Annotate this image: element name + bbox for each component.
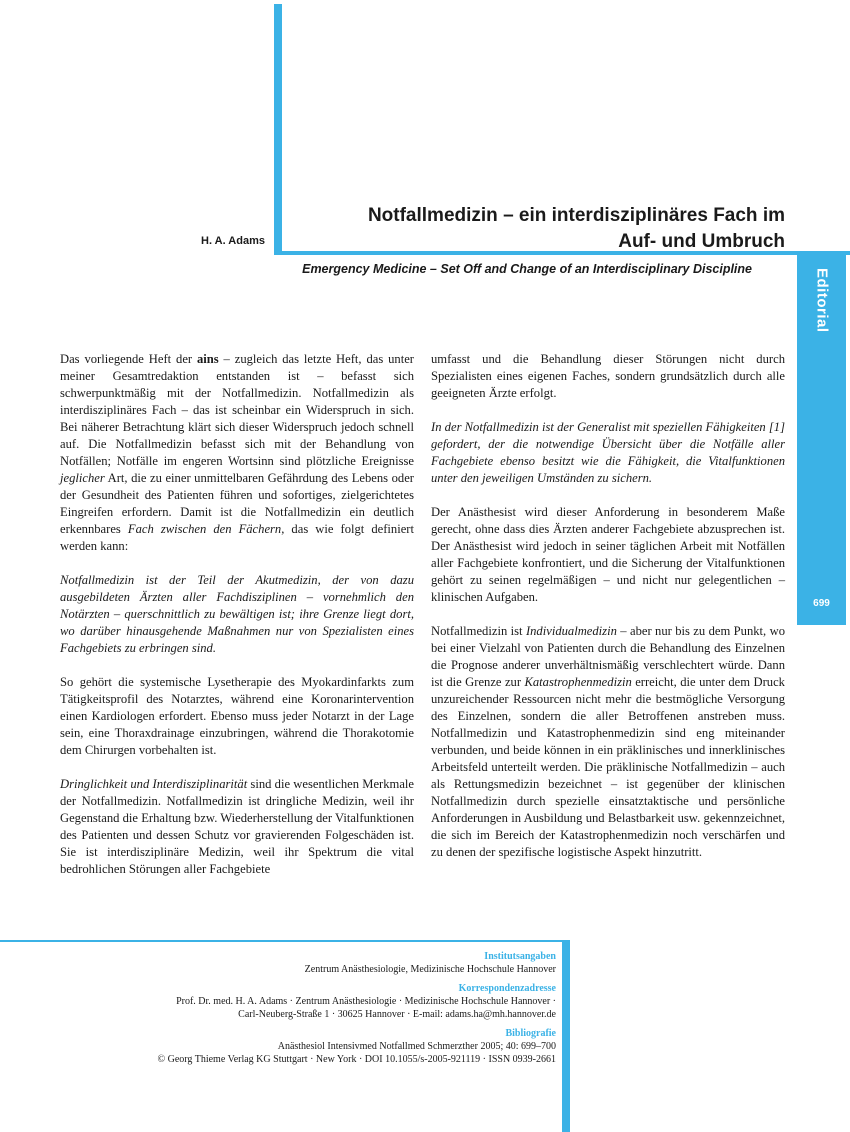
bibliography-line: © Georg Thieme Verlag KG Stuttgart · New York · DOI 10.1055/s-2005-921119 · ISSN 0939-2661 bbox=[157, 1054, 556, 1065]
article-title-line1: Notfallmedizin – ein interdisziplinäres Fach im bbox=[367, 205, 785, 226]
text-run: erreicht, die unter dem Druck unzureichender Ressourcen nicht mehr die bestmögliche Versorgung des Einzelnen, sondern die aller Betroffenen anstreben muss. Notfallmedizin und Katastrophenmedizin sind eng miteinander verbunden, und beide können in ein präklinisches und innerklinisches Arbeitsfeld unterteilt werden. Die präklinische Notfallmedizin – auch als Rettungsmedizin bezeichnet – ist gegenüber der klinischen Notfallmedizin durch spezielle einsatztaktische und persönliche Anforderungen in Ausbildung und Belastbarkeit usw. gekennzeichnet, die sich im Bereich der Katastrophenmedizin noch verschärfen und zu denen der spezifische logistische Aspekt hinzutritt. bbox=[431, 675, 785, 859]
emphasis-text: Individualmedizin bbox=[525, 624, 617, 638]
paragraph: So gehört die systemische Lysetherapie des Myokardinfarkts zum Tätigkeitsprofil des Notarztes, während eine Koronarintervention einen Kardiologen erfordert. Ebenso muss jeder Notarzt in der Lage sein, eine Thoraxdrainage einzubringen, während die Thorakotomie dem Chirurgen vorbehalten ist. bbox=[60, 675, 414, 757]
page-number: 699 bbox=[813, 598, 830, 609]
body-column-left bbox=[60, 351, 414, 878]
emphasis-text: Fach zwischen den Fächern bbox=[127, 522, 282, 536]
section-label-text: Editorial bbox=[813, 268, 830, 333]
text-run: Notfallmedizin ist bbox=[431, 624, 526, 638]
article-subtitle-english: Emergency Medicine – Set Off and Change of an Interdisciplinary Discipline bbox=[302, 262, 752, 276]
institution-text: Zentrum Anästhesiologie, Medizinische Hochschule Hannover bbox=[304, 964, 556, 975]
author-name: H. A. Adams bbox=[201, 235, 265, 247]
correspondence-heading: Korrespondenzadresse bbox=[458, 983, 556, 994]
footer-accent-rule bbox=[0, 940, 570, 942]
footer-accent-vertical-bar bbox=[562, 940, 570, 1132]
text-run: – aber nur bis zu dem Punkt, wo bei einer Vielzahl von Patienten durch die Behandlung des Einzelnen die Prognose anderer unverhältnismäßig verschlechtert würde. Dann ist die Grenze zur bbox=[431, 624, 785, 689]
bibliography-heading: Bibliografie bbox=[505, 1028, 556, 1039]
text-run: sind die wesentlichen Merkmale der Notfallmedizin. Notfallmedizin ist dringliche Medizin, weil ihr Gegenstand die Erhaltung bzw. Wiederherstellung der Vitalfunktionen des Patienten und dessen Schutz vor gravierenden Folgeschäden ist. Sie ist interdisziplinäre Medizin, weil ihr Spektrum die vital bedrohlichen Störungen aller Fachgebiete bbox=[60, 777, 415, 876]
header-accent-vertical-bar bbox=[274, 4, 282, 255]
paragraph bbox=[60, 776, 414, 878]
text-run: , das wie folgt definiert werden kann: bbox=[60, 522, 414, 553]
correspondence-line: Carl-Neuberg-Straße 1 · 30625 Hannover · E-mail: adams.ha@mh.hannover.de bbox=[238, 1009, 556, 1020]
text-run: Art, die zu einer unmittelbaren Gefährdung des Lebens oder der Gesundheit des Patienten führen und sofortiges, zielgerichtetes Eingreifen erfordern. Damit ist die Notfallmedizin ein deutlich erkennbares bbox=[60, 471, 414, 536]
article-info-footer bbox=[56, 950, 556, 1066]
article-title-line2: Auf- und Umbruch bbox=[618, 231, 785, 252]
paragraph: umfasst und die Behandlung dieser Störungen nicht durch Spezialisten eines eigenen Faches, sondern grundsätzlich durch alle geeigneten Ärzte erfolgt. bbox=[431, 352, 785, 400]
emphasis-text: Dringlichkeit und Interdisziplinarität bbox=[60, 777, 248, 791]
emphasis-paragraph: In der Notfallmedizin ist der Generalist mit speziellen Fähigkeiten [1] gefordert, der die notwendige Übersicht über die Notfälle aller Fachgebiete ebenso besitzt wie die Fähigkeit, die Vitalfunktionen unter den jeweiligen Umständen zu sichern. bbox=[431, 420, 785, 485]
institution-heading: Institutsangaben bbox=[484, 951, 556, 962]
definition-paragraph: Notfallmedizin ist der Teil der Akutmedizin, der von dazu ausgebildeten Ärzten aller Fachdisziplinen – vornehmlich den Notärzten – querschnittlich zu bewältigen ist; ihre Grenze liegt dort, wo darüber hinausgehende Maßnahmen nur von Spezialisten eines Fachgebiets zu erbringen sind. bbox=[60, 573, 414, 655]
body-column-right bbox=[431, 351, 785, 861]
paragraph bbox=[60, 351, 414, 555]
emphasis-text: jeglicher bbox=[60, 471, 105, 485]
article-title bbox=[315, 203, 785, 255]
text-run: Das vorliegende Heft der bbox=[60, 352, 197, 366]
paragraph bbox=[431, 623, 785, 861]
section-side-label bbox=[797, 268, 846, 348]
correspondence-line: Prof. Dr. med. H. A. Adams · Zentrum Anästhesiologie · Medizinische Hochschule Hannover · bbox=[176, 996, 556, 1007]
bibliography-line: Anästhesiol Intensivmed Notfallmed Schmerzther 2005; 40: 699–700 bbox=[277, 1041, 556, 1052]
text-run: – zugleich das letzte Heft, das unter meiner Gesamtredaktion entstanden ist – befasst sich schwerpunktmäßig mit der Notfallmedizin. Notfallmedizin als interdisziplinäres Fach – das ist scheinbar ein Widerspruch in sich. Bei näherer Betrachtung klärt sich dieser Widerspruch jedoch schnell auf. Die Notfallmedizin befasst sich mit der Behandlung von Notfällen; Notfälle im engeren Wortsinn sind plötzliche Ereignisse bbox=[60, 352, 414, 468]
emphasis-text: Katastrophenmedizin bbox=[524, 675, 632, 689]
paragraph: Der Anästhesist wird dieser Anforderung in besonderem Maße gerecht, ohne dass dies Ärzten anderer Fachgebiete abzusprechen ist. Der Anästhesist wird jedoch in seiner täglichen Arbeit mit Notfällen aller Fachgebiete konfrontiert, und die Sicherung der Vitalfunktionen gehört zu seinen regelmäßigen – und nicht nur gelegentlichen – klinischen Aufgaben. bbox=[431, 505, 785, 604]
journal-name-bold: ains bbox=[196, 352, 219, 366]
